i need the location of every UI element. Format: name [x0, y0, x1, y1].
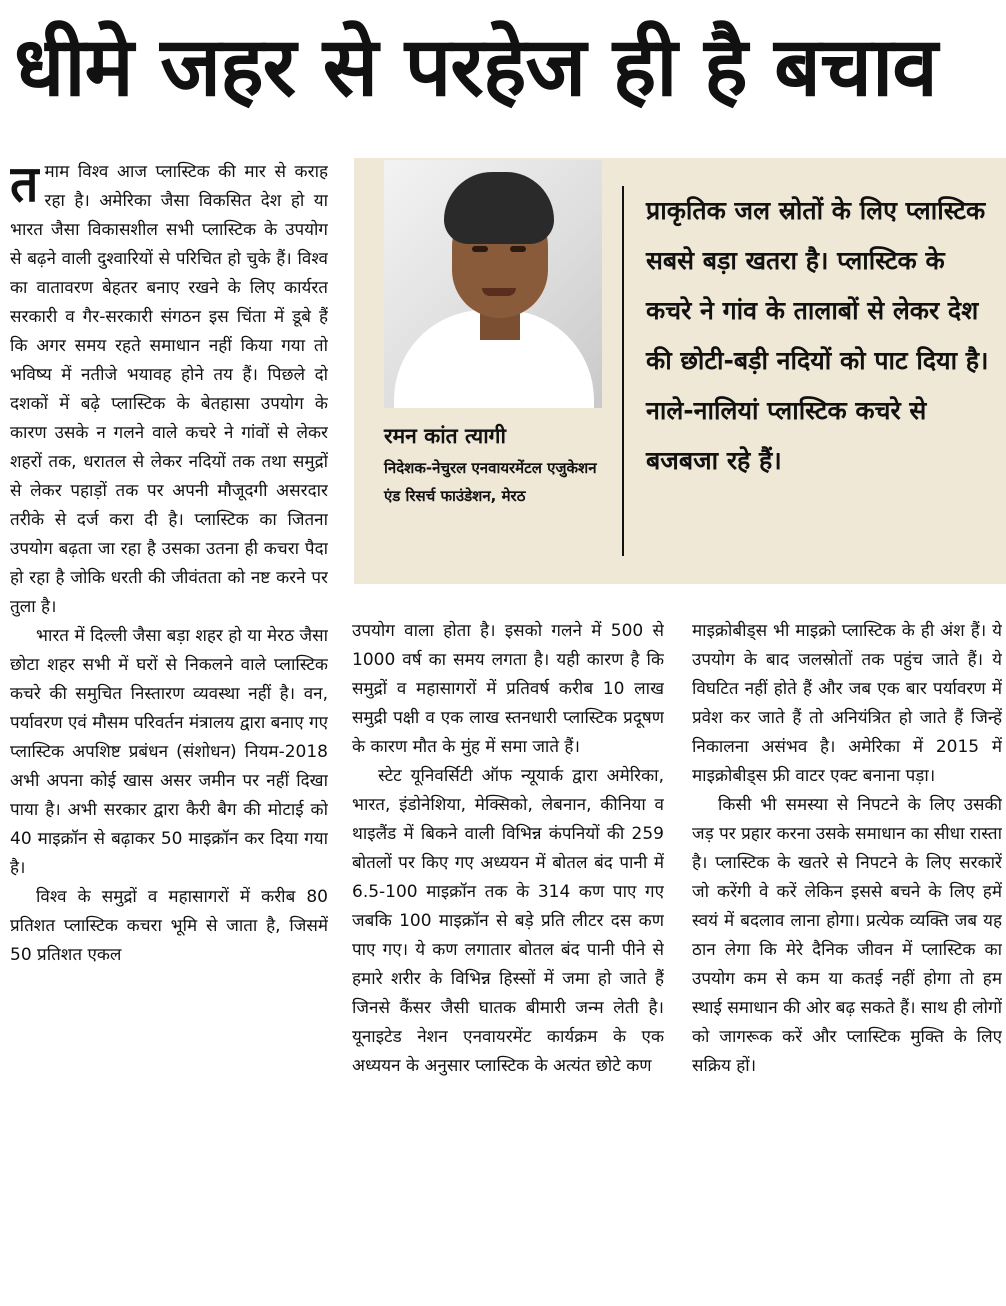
paragraph: भारत में दिल्ली जैसा बड़ा शहर हो या मेरठ जैसा छोटा शहर सभी में घरों से निकलने वाले प्लास्टिक कचरे की समुचित निस्तारण व्यवस्था नहीं है। वन, पर्यावरण एवं मौसम परिवर्तन मंत्रालय द्वारा बनाए गए प्लास्टिक अपशिष्ट प्रबंधन (संशोधन) नियम-2018 अभी अपना कोई खास असर जमीन पर नहीं दिखा पाया है। अभी सरकार द्वारा कैरी बैग की मोटाई को 40 माइक्रॉन से बढ़ाकर 50 माइक्रॉन कर दिया गया है।: [10, 626, 328, 878]
pull-quote: प्राकृतिक जल स्रोतों के लिए प्लास्टिक सबसे बड़ा खतरा है। प्लास्टिक के कचरे ने गांव के तालाबों से लेकर देश की छोटी-बड़ी नदियों को पाट दिया है। नाले-नालियां प्लास्टिक कचरे से बजबजा रहे हैं।: [622, 186, 998, 556]
headline: धीमे जहर से परहेज ही है बचाव: [14, 20, 937, 115]
author-caption: [384, 420, 614, 510]
paragraph: विश्व के समुद्रों व महासागरों में करीब 80 प्रतिशत प्लास्टिक कचरा भूमि से जाता है, जिसमें 50 प्रतिशत एकल: [10, 887, 328, 965]
paragraph: स्टेट यूनिवर्सिटी ऑफ न्यूयार्क द्वारा अमेरिका, भारत, इंडोनेशिया, मेक्सिको, लेबनान, कीनिया व थाइलैंड में बिकने वाली विभिन्न कंपनियों की 259 बोतलों पर किए गए अध्ययन में बोतल बंद पानी में 6.5-100 माइक्रॉन तक के 314 कण पाए गए जबकि 100 माइक्रॉन से बड़े प्रति लीटर दस कण पाए गए। ये कण लगातार बोतल बंद पानी पीने से हमारे शरीर के विभिन्न हिस्सों में जमा हो जाते हैं जिनसे कैंसर जैसी घातक बीमारी जन्म लेती है। यूनाइटेड नेशन एनवायरमेंट कार्यक्रम के एक अध्ययन के अनुसार प्लास्टिक के अत्यंत छोटे कण: [352, 766, 664, 1076]
author-role: निदेशक-नेचुरल एनवायरमेंटल एजुकेशन एंड रिसर्च फाउंडेशन, मेरठ: [384, 459, 597, 505]
paragraph: माइक्रोबीड्स भी माइक्रो प्लास्टिक के ही अंश हैं। ये उपयोग के बाद जलस्रोतों तक पहुंच जाते हैं। ये विघटित नहीं होते हैं और जब एक बार पर्यावरण में प्रवेश कर जाते हैं तो अनियंत्रित हो जाते हैं जिन्हें निकालना असंभव है। अमेरिका में 2015 में माइक्रोबीड्स फ्री वाटर एक्ट बनाना पड़ा।: [692, 621, 1002, 786]
author-photo: [384, 160, 602, 408]
paragraph: [10, 158, 328, 622]
paragraph-text: माम विश्व आज प्लास्टिक की मार से कराह रहा है। अमेरिका जैसा विकसित देश हो या भारत जैसा विकासशील सभी प्लास्टिक के उपयोग से बढ़ने वाली दुश्वारियों से परिचित हो चुके हैं। विश्व का वातावरण बेहतर बनाए रखने के लिए कार्यरत सरकारी व गैर-सरकारी संगठन इस चिंता में डूबे हैं कि अगर समय रहते समाधान नहीं किया गया तो भविष्य में नतीजे भयावह होने तय हैं। पिछले दो दशकों में बढ़े प्लास्टिक के बेतहासा उपयोग के कारण उसके न गलने वाले कचरे ने गांवों से लेकर शहरों तक, धरातल से लेकर नदियों तक तथा समुद्रों से लेकर पहाड़ों तक पर अपनी मौजूदगी असरदार तरीके से दर्ज करा दी है। प्लास्टिक का जितना उपयोग बढ़ता जा रहा है उसका उतना ही कचरा पैदा हो रहा है जोकि धरती की जीवंतता को नष्ट करने पर तुला है।: [10, 162, 328, 617]
paragraph: उपयोग वाला होता है। इसको गलने में 500 से 1000 वर्ष का समय लगता है। यही कारण है कि समुद्रों व महासागरों में प्रतिवर्ष करीब 10 लाख समुद्री पक्षी व एक लाख स्तनधारी प्लास्टिक प्रदूषण के कारण मौत के मुंह में समा जाते हैं।: [352, 621, 664, 757]
author-feature-box: [354, 158, 1006, 584]
paragraph: किसी भी समस्या से निपटने के लिए उसकी जड़ पर प्रहार करना उसके समाधान का सीधा रास्ता है। प्लास्टिक के खतरे से निपटने के लिए सरकारें जो करेंगी वे करें लेकिन इससे बचने के लिए हमें स्वयं में बदलाव लाना होगा। प्रत्येक व्यक्ति जब यह ठान लेगा कि मेरे दैनिक जीवन में प्लास्टिक का उपयोग कम से कम या कतई नहीं होगा तो हम स्थाई समाधान की ओर बढ़ सकते हैं। साथ ही लोगों को जागरूक करें और प्लास्टिक मुक्ति के लिए सक्रिय हों।: [692, 795, 1002, 1076]
article-column-3: [692, 617, 1002, 1297]
article-column-1: [10, 158, 328, 1298]
drop-cap: त: [10, 158, 39, 213]
author-name: रमन कांत त्यागी: [384, 424, 506, 448]
article-column-2: [352, 617, 664, 1297]
